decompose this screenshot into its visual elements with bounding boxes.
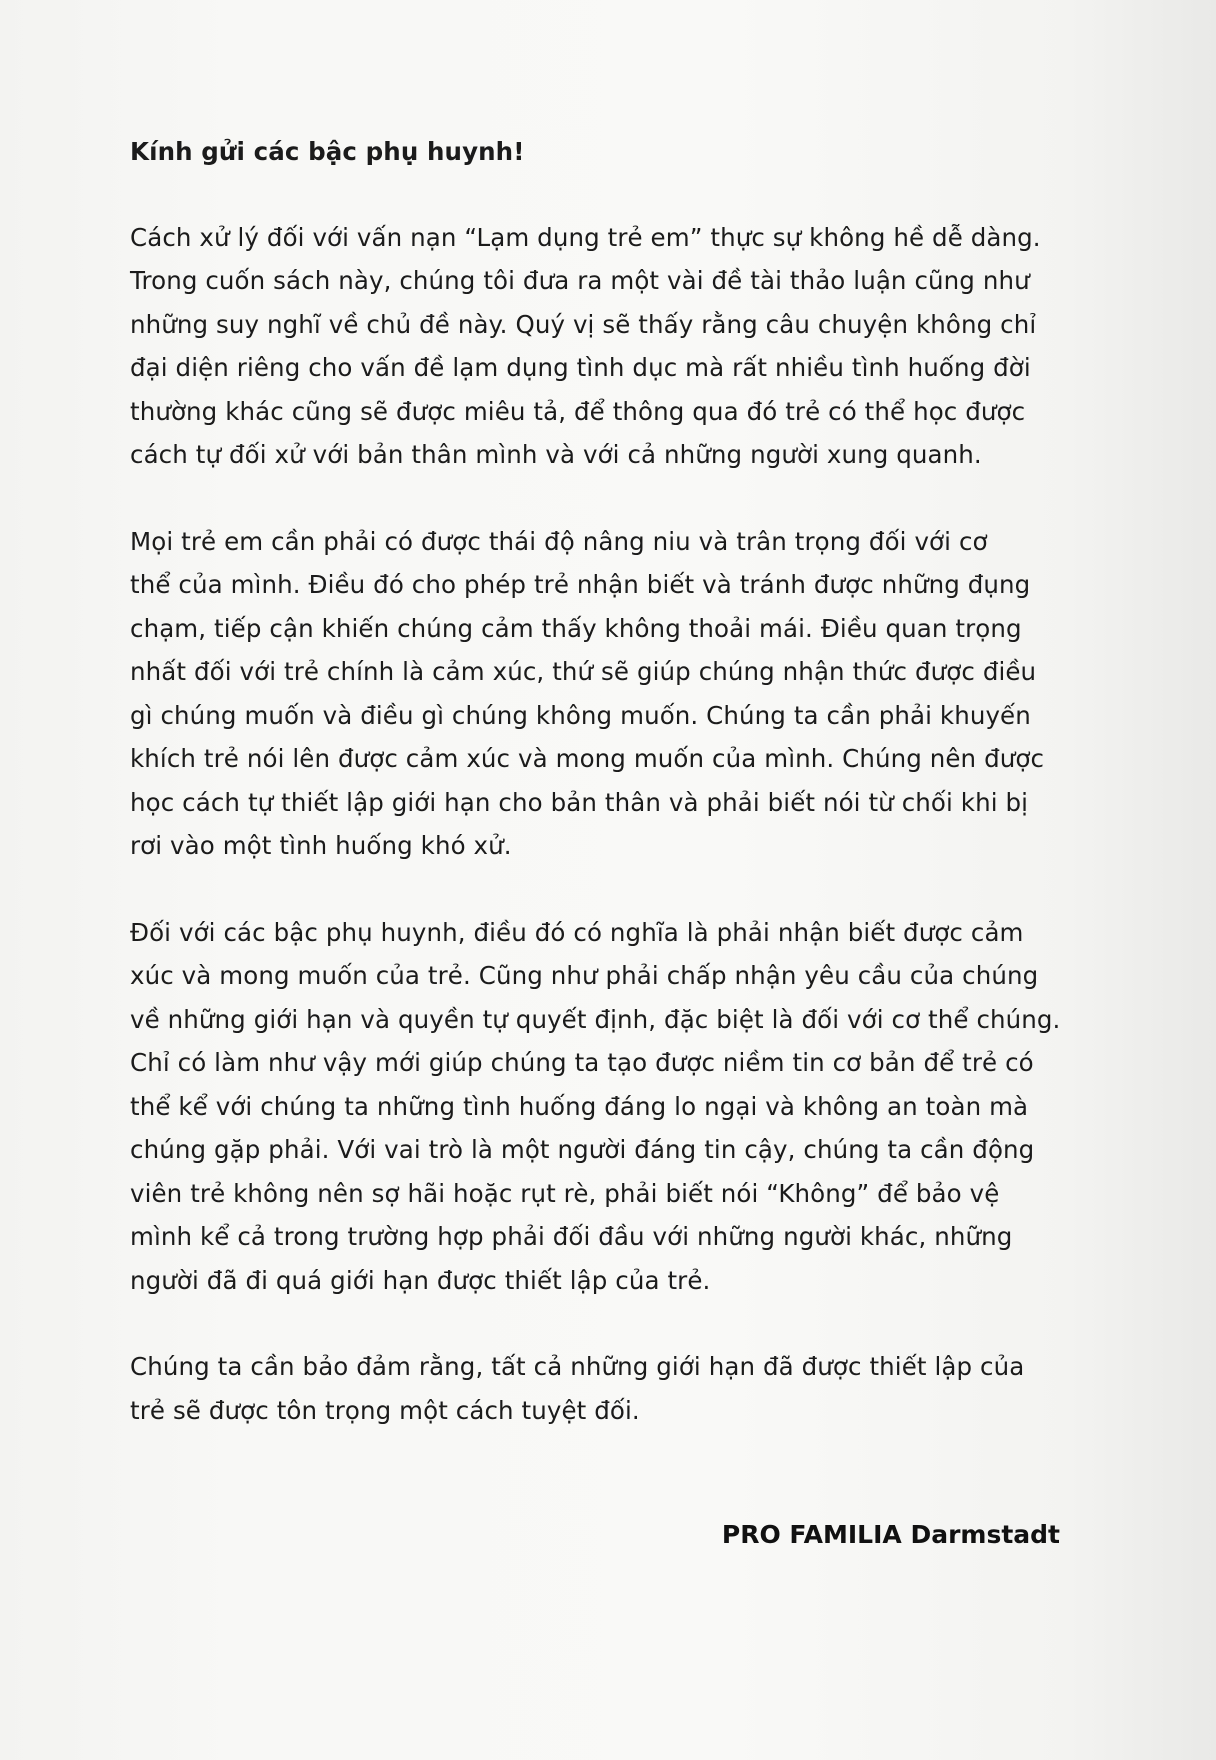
paragraph-2 xyxy=(130,520,1065,868)
text-line: nhất đối với trẻ chính là cảm xúc, thứ sẽ giúp chúng nhận thức được điều xyxy=(130,657,1037,686)
text-line: những suy nghĩ về chủ đề này. Quý vị sẽ thấy rằng câu chuyện không chỉ xyxy=(130,309,1037,339)
paragraph-3 xyxy=(130,911,1065,1303)
text-line: mình kể cả trong trường hợp phải đối đầu với những người khác, những xyxy=(130,1222,1013,1251)
text-line: người đã đi quá giới hạn được thiết lập của trẻ. xyxy=(130,1265,711,1295)
text-line: trẻ sẽ được tôn trọng một cách tuyệt đối. xyxy=(130,1395,640,1425)
letter-body xyxy=(130,130,1065,1475)
text-line: xúc và mong muốn của trẻ. Cũng như phải chấp nhận yêu cầu của chúng xyxy=(130,961,1039,990)
text-line: đại diện riêng cho vấn đề lạm dụng tình dục mà rất nhiều tình huống đời xyxy=(130,353,1031,382)
text-line: học cách tự thiết lập giới hạn cho bản thân và phải biết nói từ chối khi bị xyxy=(130,787,1029,817)
text-line: Cách xử lý đối với vấn nạn “Lạm dụng trẻ em” thực sự không hề dễ dàng. xyxy=(130,222,1041,252)
text-line: Mọi trẻ em cần phải có được thái độ nâng niu và trân trọng đối với cơ xyxy=(130,526,988,556)
text-line: chúng gặp phải. Với vai trò là một người đáng tin cậy, chúng ta cần động xyxy=(130,1135,1035,1164)
text-line: rơi vào một tình huống khó xử. xyxy=(130,831,512,860)
text-line: khích trẻ nói lên được cảm xúc và mong muốn của mình. Chúng nên được xyxy=(130,744,1045,773)
text-line: viên trẻ không nên sợ hãi hoặc rụt rè, phải biết nói “Không” để bảo vệ xyxy=(130,1178,1000,1208)
paragraph-4 xyxy=(130,1345,1065,1432)
text-line: thường khác cũng sẽ được miêu tả, để thông qua đó trẻ có thể học được xyxy=(130,396,1026,426)
text-line: thể kể với chúng ta những tình huống đáng lo ngại và không an toàn mà xyxy=(130,1091,1029,1121)
text-line: Chỉ có làm như vậy mới giúp chúng ta tạo được niềm tin cơ bản để trẻ có xyxy=(130,1048,1034,1077)
text-line: Đối với các bậc phụ huynh, điều đó có nghĩa là phải nhận biết được cảm xyxy=(130,917,1024,947)
text-line: Chúng ta cần bảo đảm rằng, tất cả những giới hạn đã được thiết lập của xyxy=(130,1352,1025,1381)
signature: PRO FAMILIA Darmstadt xyxy=(721,1520,1060,1549)
paragraph-1 xyxy=(130,216,1065,477)
text-line: gì chúng muốn và điều gì chúng không muốn. Chúng ta cần phải khuyến xyxy=(130,700,1031,730)
greeting-heading: Kính gửi các bậc phụ huynh! xyxy=(130,137,525,166)
text-line: về những giới hạn và quyền tự quyết định, đặc biệt là đối với cơ thể chúng. xyxy=(130,1004,1061,1034)
text-line: Trong cuốn sách này, chúng tôi đưa ra một vài đề tài thảo luận cũng như xyxy=(130,266,1030,295)
text-line: chạm, tiếp cận khiến chúng cảm thấy không thoải mái. Điều quan trọng xyxy=(130,613,1022,643)
text-line: thể của mình. Điều đó cho phép trẻ nhận biết và tránh được những đụng xyxy=(130,570,1031,599)
text-line: cách tự đối xử với bản thân mình và với cả những người xung quanh. xyxy=(130,440,982,469)
